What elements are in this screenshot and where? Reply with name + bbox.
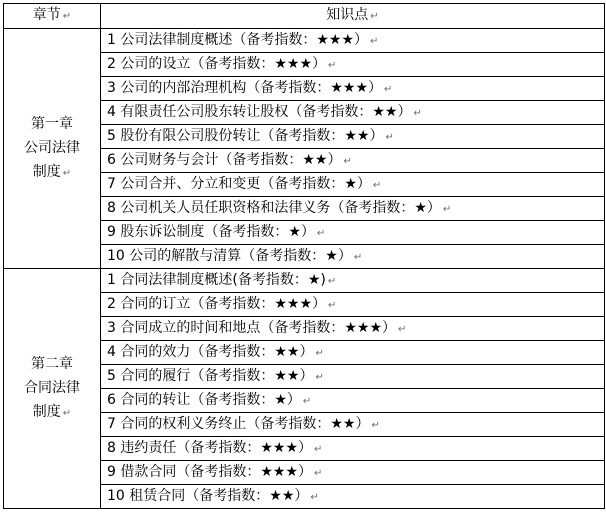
knowledge-point-cell	[101, 437, 605, 461]
paragraph-mark-icon: ↵	[372, 179, 382, 191]
knowledge-point-text: 1 公司法律制度概述（备考指数：★★★）	[107, 31, 369, 48]
knowledge-point-text: 4 有限责任公司股东转让股权（备考指数：★★）	[107, 103, 412, 120]
chapter-cell	[4, 29, 101, 269]
knowledge-point-text: 5 合同的履行（备考指数：★★）	[107, 367, 314, 384]
header-chapter	[4, 4, 101, 29]
knowledge-point-text: 7 合同的权利义务终止（备考指数：★★）	[107, 415, 370, 432]
chapter-title-line: 制度	[32, 163, 61, 180]
knowledge-point-text: 10 公司的解散与清算（备考指数：★）	[107, 247, 352, 264]
knowledge-point-text: 6 合同的转让（备考指数：★）	[107, 391, 301, 408]
knowledge-point-text: 3 公司的内部治理机构（备考指数：★★★）	[107, 79, 383, 96]
chapter-title-line-wrap	[4, 160, 100, 186]
knowledge-point-text: 10 租赁合同（备考指数：★★）	[107, 487, 309, 504]
knowledge-point-cell	[101, 29, 605, 53]
paragraph-mark-icon: ↵	[62, 167, 72, 179]
chapter-title-line-wrap	[4, 400, 100, 426]
paragraph-mark-icon: ↵	[385, 131, 394, 143]
knowledge-point-cell	[101, 221, 605, 245]
knowledge-point-text: 8 公司机关人员任职资格和法律义务（备考指数：★）	[107, 199, 441, 216]
knowledge-point-text: 9 借款合同（备考指数：★★★）	[107, 463, 313, 480]
table-row	[4, 269, 605, 293]
paragraph-mark-icon: ↵	[316, 227, 326, 239]
paragraph-mark-icon: ↵	[370, 11, 379, 22]
header-chapter-label: 章节	[32, 7, 61, 23]
knowledge-point-cell	[101, 389, 605, 413]
knowledge-point-cell	[101, 317, 605, 341]
knowledge-point-text: 2 公司的设立（备考指数：★★★）	[107, 55, 327, 72]
knowledge-point-cell	[101, 101, 605, 125]
knowledge-point-cell	[101, 485, 605, 509]
paragraph-mark-icon: ↵	[62, 11, 72, 22]
paragraph-mark-icon: ↵	[370, 35, 379, 47]
knowledge-point-cell	[101, 197, 605, 221]
knowledge-point-cell	[101, 341, 605, 365]
chapter-title-line: 第二章	[31, 355, 73, 372]
knowledge-point-cell	[101, 293, 605, 317]
knowledge-point-text: 8 违约责任（备考指数：★★★）	[107, 439, 313, 456]
table-header-row	[4, 4, 605, 29]
chapter-title-line: 制度	[32, 403, 61, 420]
header-points-label: 知识点	[326, 7, 369, 23]
chapter-cell	[4, 269, 101, 509]
knowledge-point-text: 6 公司财务与会计（备考指数：★★）	[107, 151, 342, 168]
knowledge-point-cell	[101, 365, 605, 389]
knowledge-table	[3, 3, 605, 509]
knowledge-point-cell	[101, 149, 605, 173]
knowledge-point-text: 3 合同成立的时间和地点（备考指数：★★★）	[107, 319, 397, 336]
paragraph-mark-icon: ↵	[328, 59, 337, 71]
chapter-title-line: 第一章	[31, 115, 73, 132]
paragraph-mark-icon: ↵	[442, 203, 452, 215]
chapter-title-line: 公司法律	[24, 139, 80, 156]
paragraph-mark-icon: ↵	[327, 275, 337, 287]
table-row	[4, 29, 605, 53]
knowledge-point-text: 2 合同的订立（备考指数：★★★）	[107, 295, 327, 312]
knowledge-point-cell	[101, 461, 605, 485]
paragraph-mark-icon: ↵	[413, 107, 422, 119]
knowledge-point-cell	[101, 269, 605, 293]
header-points	[101, 4, 605, 29]
knowledge-point-text: 7 公司合并、分立和变更（备考指数：★）	[107, 175, 371, 192]
paragraph-mark-icon: ↵	[310, 491, 319, 503]
knowledge-point-text: 1 合同法律制度概述(备考指数：★)	[107, 271, 326, 288]
paragraph-mark-icon: ↵	[315, 347, 324, 359]
paragraph-mark-icon: ↵	[353, 251, 363, 263]
knowledge-point-text: 5 股份有限公司股份转让（备考指数：★★）	[107, 127, 384, 144]
knowledge-point-text: 9 股东诉讼制度（备考指数：★）	[107, 223, 315, 240]
paragraph-mark-icon: ↵	[315, 371, 324, 383]
paragraph-mark-icon: ↵	[302, 395, 312, 407]
paragraph-mark-icon: ↵	[62, 407, 72, 419]
knowledge-point-cell	[101, 53, 605, 77]
paragraph-mark-icon: ↵	[398, 323, 407, 335]
chapter-title-line: 合同法律	[24, 379, 80, 396]
knowledge-point-cell	[101, 173, 605, 197]
knowledge-point-cell	[101, 413, 605, 437]
paragraph-mark-icon: ↵	[314, 443, 323, 455]
knowledge-point-cell	[101, 245, 605, 269]
paragraph-mark-icon: ↵	[384, 83, 393, 95]
paragraph-mark-icon: ↵	[371, 419, 380, 431]
knowledge-point-cell	[101, 125, 605, 149]
paragraph-mark-icon: ↵	[328, 299, 337, 311]
knowledge-point-cell	[101, 77, 605, 101]
knowledge-point-text: 4 合同的效力（备考指数：★★）	[107, 343, 314, 360]
paragraph-mark-icon: ↵	[343, 155, 352, 167]
paragraph-mark-icon: ↵	[314, 467, 323, 479]
